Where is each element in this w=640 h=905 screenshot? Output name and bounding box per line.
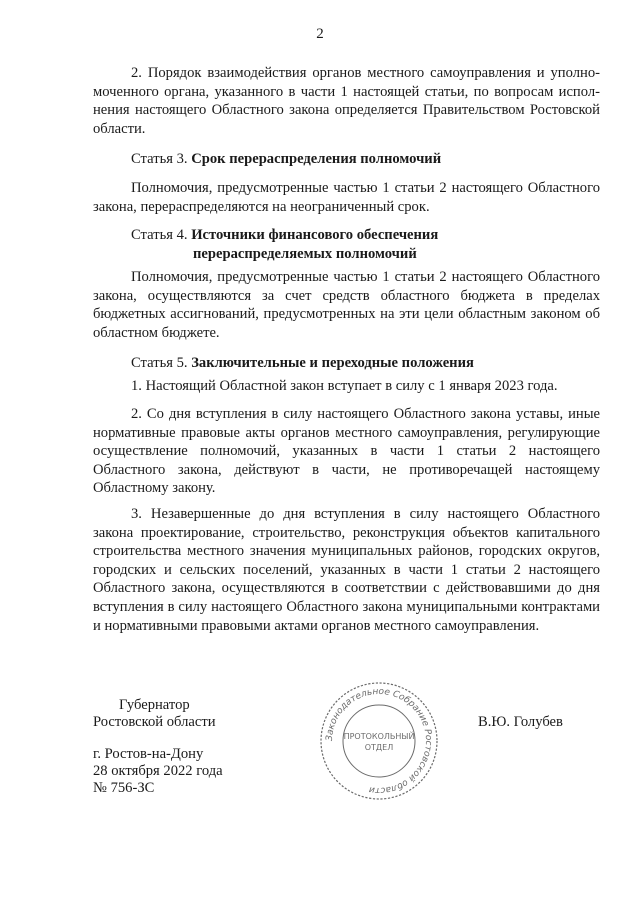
paragraph-article5-part1: 1. Настоящий Областной закон вступает в силу с 1 января 2023 года. — [131, 378, 558, 394]
seal-outer-ring — [321, 683, 437, 799]
law-number: № 756-ЗС — [93, 780, 155, 796]
place-of-signing: г. Ростов-на-Дону — [93, 746, 204, 762]
article-3-heading — [131, 150, 441, 169]
article-4-prefix: Статья 4. — [131, 227, 188, 243]
date-of-signing: 28 октября 2022 года — [93, 763, 223, 779]
governor-name: В.Ю. Голубев — [478, 714, 563, 730]
governor-region: Ростовской области — [93, 714, 216, 730]
article-4-title-line2: перераспределяемых полномочий — [193, 245, 417, 262]
article-3-title: Срок перераспределения полномочий — [191, 151, 442, 167]
seal-inner-line1: ПРОТОКОЛЬНЫЙ — [343, 732, 415, 741]
article-4-heading — [131, 226, 438, 263]
article-5-heading — [131, 354, 474, 373]
page-number: 2 — [316, 26, 324, 42]
seal-stamp — [318, 680, 440, 802]
article-5-prefix: Статья 5. — [131, 355, 188, 371]
paragraph-article3: Полномочия, предусмотренные частью 1 статьи 2 настоящего Областного закона, перераспределяются на неограниченный срок. — [93, 180, 600, 215]
paragraph-article5-part3: 3. Незавершенные до дня вступления в силу настоящего Областного закона проектирование, строительство, реконструкция объектов капитального строительства местного значения муниципальных районов, городских округов, городских и сельских поселений, указанных в части 1 статьи 2 настоящего Областного закона, осуществляются в соответствии с действовавшими до дня вступления в силу настоящего Областного закона муниципальными контрактами и нормативными правовыми актами органов местного самоуправления. — [93, 506, 600, 634]
paragraph-article4: Полномочия, предусмотренные частью 1 статьи 2 настоящего Областного закона, осуществляются за счет средств областного бюджета в пределах бюджетных ассигнований, предусмотренных на эти цели областным законом об областном бюджете. — [93, 269, 600, 341]
governor-position: Губернатор — [119, 697, 190, 713]
paragraph-article5-part2: 2. Со дня вступления в силу настоящего Областного закона уставы, иные нормативные правовые акты органов местного самоуправления, регулирующие осуществление полномочий, указанных в части 1 статьи 2 настоящего Областного закона, действуют в части, не противоречащей настоящему Областному закону. — [93, 406, 600, 497]
seal-inner-ring — [343, 705, 415, 777]
paragraph-article2-part2: 2. Порядок взаимодействия органов местного самоуправления и уполномоченного органа, указанного в части 1 настоящей статьи, по вопросам исполнения настоящего Областного закона определяется Правительством Ростовской области. — [93, 65, 600, 137]
article-5-title: Заключительные и переходные положения — [191, 355, 474, 371]
seal-ring-text: Законодательное Собрание Ростовской области — [324, 686, 434, 796]
seal-inner-line2: ОТДЕЛ — [364, 743, 394, 752]
article-3-prefix: Статья 3. — [131, 151, 188, 167]
article-4-title-line1: Источники финансового обеспечения — [191, 227, 439, 243]
